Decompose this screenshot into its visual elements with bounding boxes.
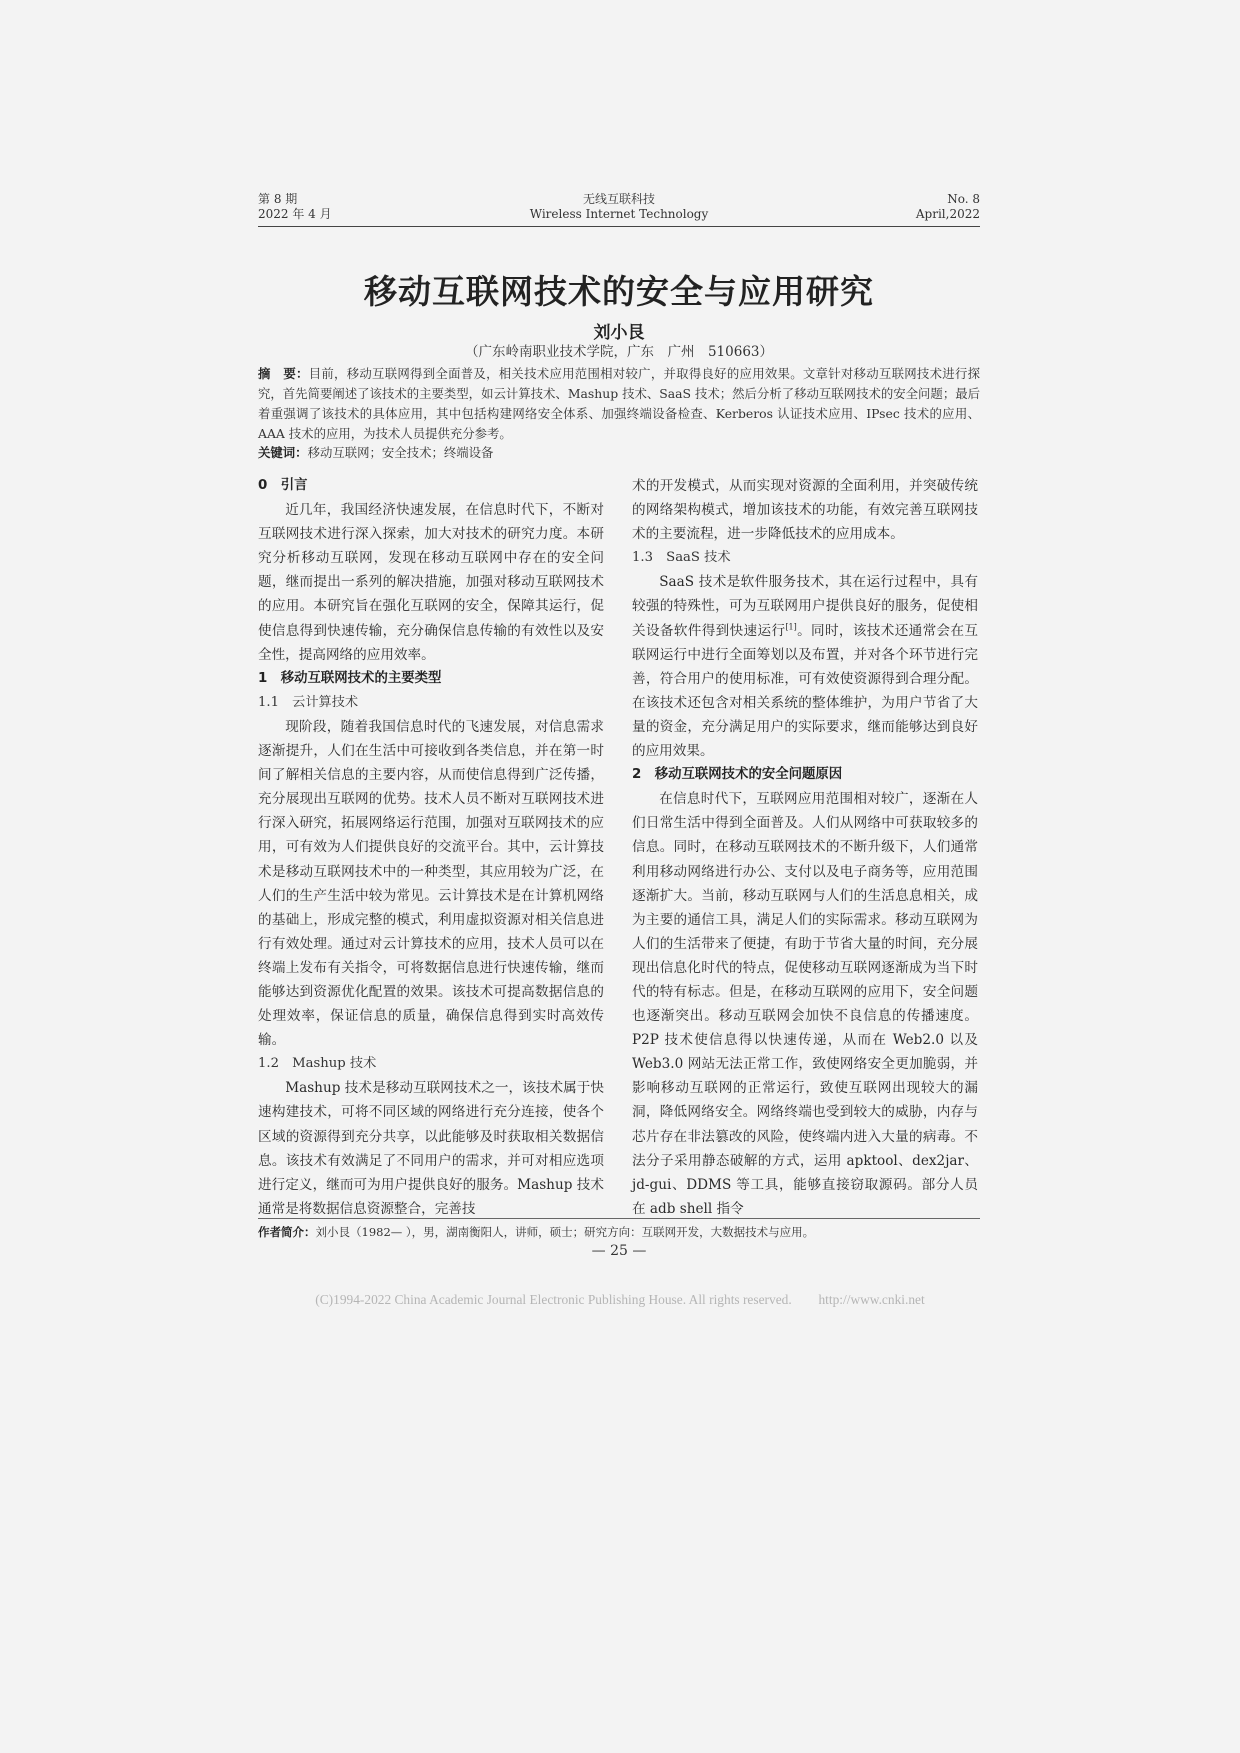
keywords [258, 444, 980, 462]
abstract-label: 摘 要： [258, 366, 309, 381]
running-header [258, 192, 980, 227]
citation-1: [1] [785, 622, 797, 632]
section-1-3-heading: 1.3 SaaS 技术 [632, 550, 731, 566]
abstract-text: 目前，移动互联网得到全面普及，相关技术应用范围相对较广，并取得良好的应用效果。文章针对移动互联网技术进行探究，首先简要阐述了该技术的主要类型，如云计算技术、Mashup 技术、SaaS 技术；然后分析了移动互联网技术的安全问题；最后着重强调了该技术的具体应用，其中包括构建网络安全体系、加强终端设备检查、Kerberos 认证技术应用、IPsec 技术的应用、AAA 技术的应用，为技术人员提供充分参考。 [258, 366, 981, 441]
author-name: 刘小艮 [593, 323, 645, 343]
author-affiliation: （广东岭南职业技术学院，广东 广州 510663） [464, 344, 774, 360]
abstract [258, 364, 980, 444]
copyright-notice: (C)1994-2022 China Academic Journal Electronic Publishing House. All rights reserved. http://www.cnki.net [315, 1292, 925, 1307]
section-0-heading: 0 引言 [258, 478, 308, 493]
keywords-text: 移动互联网；安全技术；终端设备 [307, 445, 494, 460]
header-number: No. 8 April,2022 [915, 192, 980, 221]
section-1-2-paragraph: Mashup 技术是移动互联网技术之一，该技术属于快速构建技术，可将不同区域的网络进行充分连接，使各个区域的资源得到充分共享，以此能够及时获取相关数据信息。该技术有效满足了不同用户的需求，并可对相应选项进行定义，继而可为用户提供良好的服务。Mashup 技术通常是将数据信息资源整合，完善技 [258, 1080, 604, 1217]
section-0-paragraph: 近几年，我国经济快速发展，在信息时代下，不断对互联网技术进行深入探索，加大对技术的研究力度。本研究分析移动互联网，发现在移动互联网中存在的安全问题，继而提出一系列的解决措施，加强对移动互联网技术的应用。本研究旨在强化互联网的安全，保障其运行，促使信息得到快速传输，充分确保信息传输的有效性以及安全性，提高网络的应用效率。 [258, 502, 604, 663]
section-2-paragraph: 在信息时代下，互联网应用范围相对较广，逐渐在人们日常生活中得到全面普及。人们从网络中可获取较多的信息。同时，在移动互联网技术的不断升级下，人们通常利用移动网络进行办公、支付以及电子商务等，应用范围逐渐扩大。当前，移动互联网与人们的生活息息相关，成为主要的通信工具，满足人们的实际需求。移动互联网为人们的生活带来了便捷，有助于节省大量的时间，充分展现出信息化时代的特点，促使移动互联网逐渐成为当下时代的特有标志。但是，在移动互联网的应用下，安全问题也逐渐突出。移动互联网会加快不良信息的传播速度。P2P 技术使信息得以快速传递，从而在 Web2.0 以及 Web3.0 网站无法正常工作，致使网络安全更加脆弱，并影响移动互联网的正常运行，致使互联网出现较大的漏洞，降低网络安全。网络终端也受到较大的威胁，内存与芯片存在非法篡改的风险，使终端内进入大量的病毒。不法分子采用静态破解的方式，运用 apktool、dex2jar、jd-gui、DDMS 等工具，能够直接窃取源码。部分人员在 adb shell 指令 [632, 791, 978, 1217]
header-issue: 第 8 期 2022 年 4 月 [258, 192, 332, 221]
section-1-2-heading: 1.2 Mashup 技术 [258, 1056, 377, 1072]
section-1-heading: 1 移动互联网技术的主要类型 [258, 670, 442, 686]
header-journal: 无线互联科技 Wireless Internet Technology [529, 192, 709, 221]
page-number: — 25 — [591, 1243, 647, 1259]
paper-title: 移动互联网技术的安全与应用研究 [364, 272, 874, 311]
footnote-text: 刘小艮（1982— ），男，湖南衡阳人，讲师，硕士；研究方向：互联网开发，大数据技术与应用。 [315, 1225, 815, 1239]
keywords-label: 关键词： [258, 445, 308, 460]
section-1-3-paragraph: SaaS 技术是软件服务技术，其在运行过程中，具有较强的特殊性，可为互联网用户提供良好的服务，促使相关设备软件得到快速运行[1]。同时，该技术还通常会在互联网运行中进行全面筹划以及布置，并对各个环节进行完善，符合用户的使用标准，可有效使资源得到合理分配。在该技术还包含对相关系统的整体维护，为用户节省了大量的资金，充分满足用户的实际要求，继而能够达到良好的应用效果。 [632, 574, 979, 760]
section-1-1-heading: 1.1 云计算技术 [258, 694, 359, 710]
right-column [632, 474, 978, 1221]
footnote-label: 作者简介： [258, 1225, 316, 1239]
author-footnote [258, 1218, 980, 1240]
section-2-heading: 2 移动互联网技术的安全问题原因 [632, 767, 843, 783]
section-1-1-paragraph: 现阶段，随着我国信息时代的飞速发展，对信息需求逐渐提升，人们在生活中可接收到各类信息，并在第一时间了解相关信息的主要内容，从而使信息得到广泛传播，充分展现出互联网的优势。技术人员不断对互联网技术进行深入研究，拓展网络运行范围，加强对互联网技术的应用，可有效为人们提供良好的交流平台。其中，云计算技术是移动互联网技术中的一种类型，其应用较为广泛，在人们的生产生活中较为常见。云计算技术是在计算机网络的基础上，形成完整的模式，利用虚拟资源对相关信息进行有效处理。通过对云计算技术的应用，技术人员可以在终端上发布有关指令，可将数据信息进行快速传输，继而能够达到资源优化配置的效果。该技术可提高数据信息的处理效率，保证信息的质量，确保信息得到实时高效传输。 [258, 718, 604, 1049]
left-column [258, 474, 604, 1221]
section-1-2-paragraph-continued: 术的开发模式，从而实现对资源的全面利用，并突破传统的网络架构模式，增加该技术的功能，有效完善互联网技术的主要流程，进一步降低技术的应用成本。 [632, 478, 978, 543]
